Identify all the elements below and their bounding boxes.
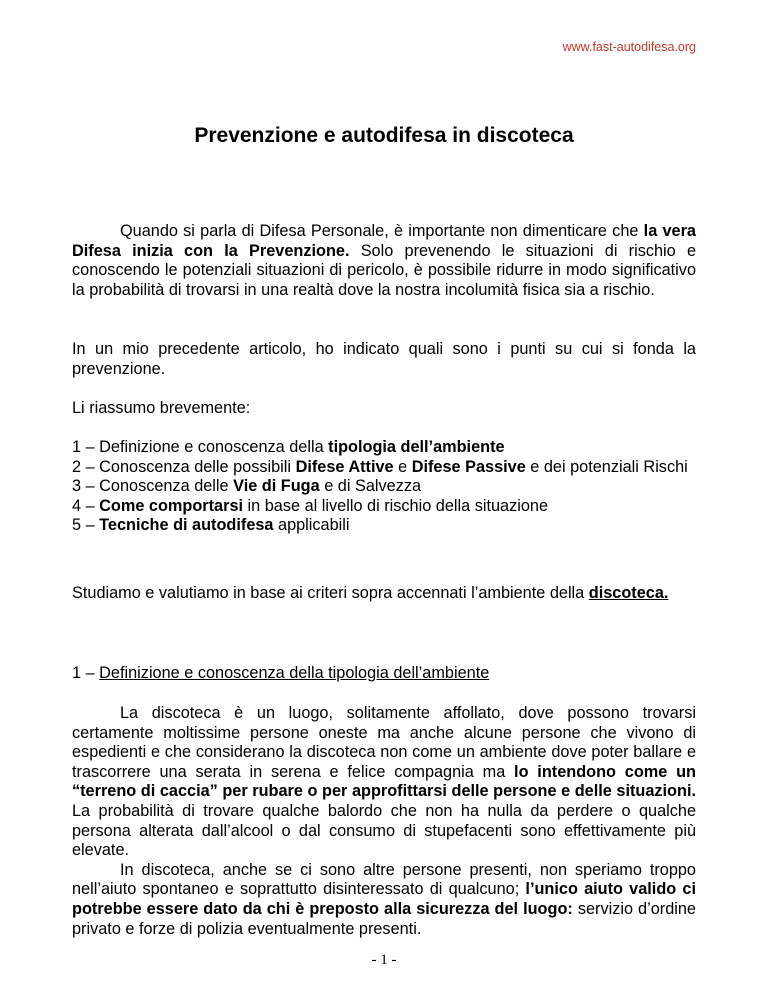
bold-text-run: l’unico aiuto valido ci potrebbe essere dato da chi è preposto alla sicurezza del luogo:: [72, 880, 696, 918]
study-paragraph: [72, 584, 696, 604]
text-run: e di Salvezza: [319, 477, 422, 496]
text-run: La probabilità di trovare qualche balordo che non ha nulla da perdere o qualche persona alterata dall’alcool o dal consumo di stupefacenti sono effettivamente più elevate.: [72, 801, 696, 860]
text-run: e dei potenziali Rischi: [525, 457, 688, 476]
text-run: 4 –: [72, 496, 100, 515]
text-run: servizio d’ordine privato e forze di polizia eventualmente presenti.: [72, 899, 696, 938]
text-run: 3 – Conoscenza delle: [72, 477, 234, 496]
intro-paragraph-3-block: [72, 399, 696, 419]
document-title: Prevenzione e autodifesa in discoteca: [194, 124, 574, 147]
section-1-heading: [72, 664, 696, 684]
criteria-list: [72, 438, 696, 536]
text-run: 2 – Conoscenza delle possibili: [72, 457, 296, 476]
list-item: [72, 458, 696, 478]
section-1-paragraph-2: [72, 861, 696, 939]
bold-text-run: Tecniche di autodifesa: [99, 516, 274, 535]
section-1-paragraph-1: [72, 704, 696, 861]
bold-text-run: Difese Passive: [411, 457, 526, 476]
bold-text-run: la vera Difesa inizia con la Prevenzione.: [72, 222, 696, 260]
section-1-number: 1 –: [72, 664, 100, 682]
header-url: www.fast-autodifesa.org: [562, 40, 696, 54]
bold-text-run: Difese Attive: [295, 457, 394, 476]
bold-text-run: Come comportarsi: [99, 496, 244, 515]
bold-text-run: lo intendono come un “terreno di caccia” per rubare o per approfittarsi delle persone e delle situazioni.: [72, 762, 696, 801]
text-run: In discoteca, anche se ci sono altre persone presenti, non speriamo troppo nell’aiuto spontaneo e soprattutto disinteressato di qualcuno;: [72, 860, 696, 899]
list-item: [72, 438, 696, 458]
study-paragraph-block: [72, 584, 696, 604]
list-item: [72, 516, 696, 536]
text-run: 5 –: [72, 516, 100, 535]
intro-paragraph-2: In un mio precedente articolo, ho indicato quali sono i punti su cui si fonda la prevenzione.: [72, 340, 696, 378]
study-text: Studiamo e valutiamo in base ai criteri sopra accennati l’ambiente della: [72, 584, 589, 602]
text-run: Solo prevenendo le situazioni di rischio e conoscendo le potenziali situazioni di pericolo, è possibile ridurre in modo significativo la probabilità di trovarsi in una realtà dove la nostra incolumità fisica sia a rischio.: [72, 241, 696, 299]
section-1-body: [72, 704, 696, 939]
section-1-title: Definizione e conoscenza della tipologia dell’ambiente: [99, 664, 490, 682]
list-item: [72, 477, 696, 497]
intro-section: [72, 222, 696, 300]
text-run: 1 – Definizione e conoscenza della: [72, 438, 329, 456]
intro-paragraph-2-block: [72, 340, 696, 379]
bold-text-run: tipologia dell’ambiente: [328, 438, 505, 456]
text-run: e: [393, 457, 412, 476]
intro-paragraph-3: Li riassumo brevemente:: [72, 399, 251, 417]
text-run: in base al livello di rischio della situazione: [243, 496, 549, 515]
list-item: [72, 497, 696, 517]
section-1-heading-block: [72, 664, 696, 684]
bold-text-run: Vie di Fuga: [233, 477, 320, 496]
intro-paragraph-1: [72, 222, 696, 300]
text-run: applicabili: [273, 516, 350, 535]
text-run: Quando si parla di Difesa Personale, è importante non dimenticare che: [120, 222, 644, 240]
study-highlight: discoteca.: [588, 584, 669, 602]
page-number: - 1 -: [371, 952, 397, 968]
text-run: La discoteca è un luogo, solitamente affollato, dove possono trovarsi certamente moltissime persone oneste ma anche alcune persone che vivono di espedienti e che considerano la discoteca non come un ambiente dove poter ballare e trascorrere una serata in serena e felice compagnia ma: [72, 704, 696, 781]
